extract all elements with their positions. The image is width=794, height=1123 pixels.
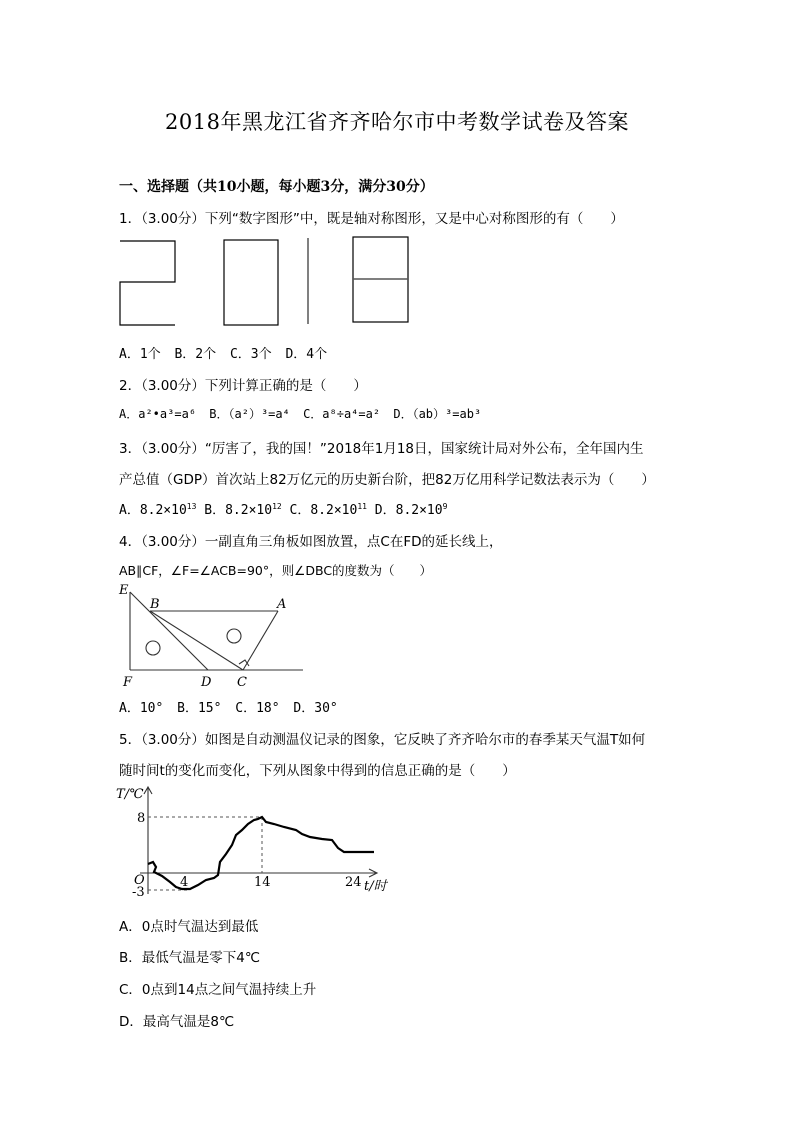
option-c[interactable]: C．$8.2\times 10^{11}$ — [289, 502, 367, 518]
y-tick-minus3: -3 — [132, 885, 145, 898]
triangle-figure — [115, 582, 310, 690]
question-2-stem: 2．（3.00分）下列计算正确的是（ ） — [119, 378, 367, 394]
option-c[interactable]: C．18° — [235, 701, 280, 716]
question-5-option-c[interactable]: C．0点到14点之间气温持续上升 — [119, 982, 317, 998]
option-c[interactable]: C．3个 — [229, 347, 272, 362]
option-a[interactable]: A．a²•a³=a⁶ — [119, 407, 197, 421]
x-axis-label: t/时 — [364, 879, 387, 894]
question-3-options — [119, 499, 447, 518]
x-tick-4: 4 — [180, 875, 189, 890]
question-4-stem-line1: 4．（3.00分）一副直角三角板如图放置，点C在FD的延长线上， — [119, 534, 503, 550]
section-heading: 一、选择题（共10小题，每小题3分，满分30分） — [119, 179, 434, 195]
digit-figures — [118, 236, 418, 328]
option-a[interactable]: A．1个 — [119, 347, 161, 362]
label-c: C — [237, 675, 247, 690]
option-d[interactable]: D．$8.2\times 10^9$ — [374, 502, 448, 518]
page-title: 2018年黑龙江省齐齐哈尔市中考数学试卷及答案 — [165, 110, 629, 134]
question-4-stem-line2: AB∥CF，∠F=∠ACB=90°，则∠DBC的度数为（ ） — [119, 563, 433, 578]
question-2-options — [119, 405, 487, 422]
option-c[interactable]: C．a⁸÷a⁴=a² — [303, 407, 381, 421]
temperature-graph — [110, 782, 400, 898]
question-1-options — [119, 343, 333, 362]
label-b: B — [150, 597, 160, 612]
label-d: D — [201, 675, 212, 690]
option-a[interactable]: A．$8.2\times 10^{13}$ — [119, 502, 197, 518]
origin-label: O — [134, 873, 145, 888]
question-1-stem: 1．（3.00分）下列“数字图形”中，既是轴对称图形，又是中心对称图形的有（ ） — [119, 211, 624, 227]
label-e: E — [119, 583, 129, 598]
label-a: A — [277, 597, 287, 612]
y-tick-8: 8 — [137, 811, 146, 826]
question-5-stem-line2: 随时间t的变化而变化，下列从图象中得到的信息正确的是（ ） — [119, 763, 516, 779]
question-5-option-a[interactable]: A．0点时气温达到最低 — [119, 919, 259, 935]
option-d[interactable]: D．4个 — [285, 347, 328, 362]
x-tick-24: 24 — [345, 875, 362, 890]
option-d[interactable]: D．30° — [293, 701, 338, 716]
option-b[interactable]: B．15° — [177, 701, 222, 716]
question-5-option-d[interactable]: D．最高气温是8℃ — [119, 1014, 235, 1030]
question-5-option-b[interactable]: B．最低气温是零下4℃ — [119, 950, 261, 966]
option-d[interactable]: D．（ab）³=ab³ — [393, 407, 482, 421]
y-axis-label: T/℃ — [116, 787, 144, 802]
option-b[interactable]: B．2个 — [174, 347, 217, 362]
x-tick-14: 14 — [254, 875, 271, 890]
option-b[interactable]: B．（a²）³=a⁴ — [209, 407, 290, 421]
question-5-stem-line1: 5．（3.00分）如图是自动测温仪记录的图象，它反映了齐齐哈尔市的春季某天气温T如何 — [119, 732, 646, 748]
question-3-stem-line2: 产总值（GDP）首次站上82万亿元的历史新台阶，把82万亿用科学记数法表示为（ ） — [119, 472, 655, 488]
option-b[interactable]: B．$8.2\times 10^{12}$ — [204, 502, 282, 518]
label-f: F — [123, 675, 133, 690]
option-a[interactable]: A．10° — [119, 701, 164, 716]
question-3-stem-line1: 3．（3.00分）“厉害了，我的国！”2018年1月18日，国家统计局对外公布，全年国内生 — [119, 441, 644, 457]
question-4-options — [119, 697, 344, 716]
